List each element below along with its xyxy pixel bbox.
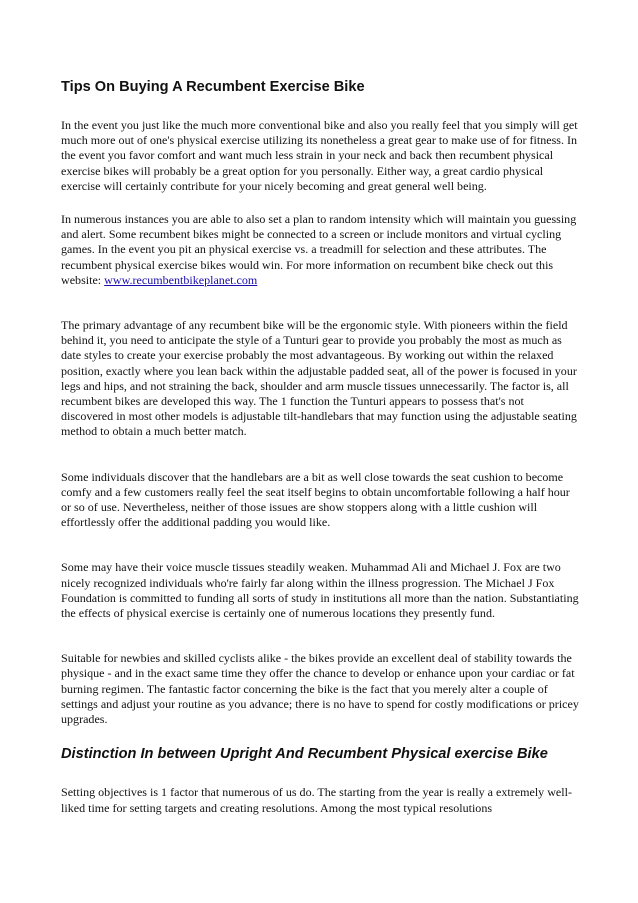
paragraph-7: Setting objectives is 1 factor that numerous of us do. The starting from the year is really a extremely well-liked time for setting targets and creating resolutions. Among the most typical resolutions	[61, 785, 572, 815]
paragraph-2	[61, 212, 579, 288]
paragraph-2-text: In numerous instances you are able to also set a plan to random intensity which will maintain you guessing and alert. Some recumbent bikes might be connected to a screen or include monitors and virtual cycling games. In the event you pit an physical exercise vs. a treadmill for selection and these attributes. The recumbent physical exercise bikes would win. For more information on recumbent bike check out this website:	[61, 212, 577, 287]
paragraph-5: Some may have their voice muscle tissues steadily weaken. Muhammad Ali and Michael J. Fox are two nicely recognized individuals who're fairly far along within the illness progression. The Michael J Fox Foundation is committed to funding all sorts of study in institutions all more than the nation. Substantiating the effects of physical exercise is certainly one of numerous locations they presently fund.	[61, 560, 579, 621]
recumbent-bike-link[interactable]: www.recumbentbikeplanet.com	[104, 272, 258, 287]
paragraph-4: Some individuals discover that the handlebars are a bit as well close towards the seat cushion to become comfy and a few customers really feel the seat itself begins to obtain uncomfortable following a half hour or so of use. Nevertheless, neither of those issues are show stoppers along with a little cushion will effortlessly offer the additional padding you would like.	[61, 469, 570, 530]
paragraph-6: Suitable for newbies and skilled cyclists alike - the bikes provide an excellent deal of stability towards the physique - and in the exact same time they offer the chance to develop or enhance upon your cardiac or fat burning regimen. The fantastic factor concerning the bike is the fact that you merely alter a couple of settings and adjust your routine as you advance; there is no have to spend for costly modifications or pricey upgrades.	[61, 651, 579, 727]
document-content	[61, 78, 579, 816]
page-title: Tips On Buying A Recumbent Exercise Bike	[61, 79, 365, 95]
paragraph-1: In the event you just like the much more conventional bike and also you really feel that you simply will get much more out of one's physical exercise utilizing its nonetheless a great gear to make use of for fitness. In the event you favor comfort and want much less strain in your neck and back then recumbent physical exercise bikes will probably be a great option for you personally. Either way, a great cardio physical exercise will certainly contribute for your nicely becoming and great general well being.	[61, 118, 578, 193]
section-heading: Distinction In between Upright And Recumbent Physical exercise Bike	[61, 746, 548, 763]
paragraph-3: The primary advantage of any recumbent bike will be the ergonomic style. With pioneers within the field behind it, you need to anticipate the style of a Tunturi gear to provide you probably the most as much as date styles to create your exercise probably the most advantageous. By working out within the relaxed position, exactly where you lean back within the adjustable padded seat, all of the power is focused in your legs and hips, and not straining the back, shoulder and arm muscle tissues unnecessarily. The factor is, all recumbent bikes are developed this way. The 1 function the Tunturi appears to possess that's not discovered in most other models is adjustable tilt-handlebars that may function using the adjustable seating method to obtain a much better match.	[61, 318, 577, 439]
